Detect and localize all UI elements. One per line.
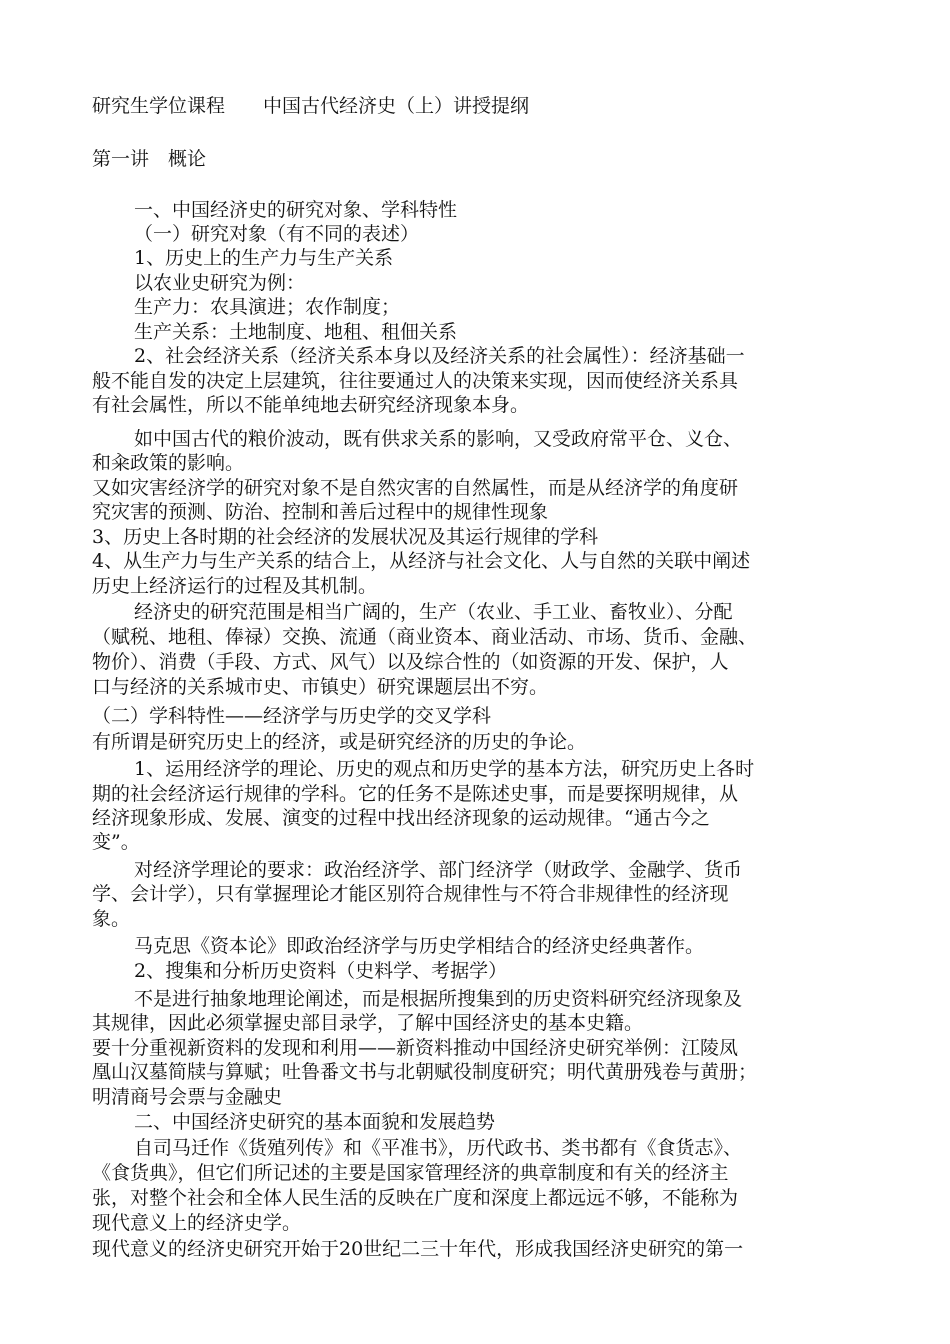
text-line: 期的社会经济运行规律的学科。它的任务不是陈述史事，而是要探明规律，从 xyxy=(92,783,739,805)
text-line: 1、历史上的生产力与生产关系 xyxy=(134,247,394,269)
text-line: 明清商号会票与金融史 xyxy=(92,1086,283,1108)
text-line: 有社会属性，所以不能单纯地去研究经济现象本身。 xyxy=(92,394,530,416)
text-line: 要十分重视新资料的发现和利用——新资料推动中国经济史研究举例：江陵凤 xyxy=(92,1037,739,1059)
text-line: 1、运用经济学的理论、历史的观点和历史学的基本方法，研究历史上各时 xyxy=(134,758,755,780)
text-line: 生产关系：土地制度、地租、租佃关系 xyxy=(134,321,458,343)
document-title: 研究生学位课程 中国古代经济史（上）讲授提纲 xyxy=(92,95,530,117)
text-line: 现代意义的经济史研究开始于20世纪二三十年代，形成我国经济史研究的第一 xyxy=(92,1238,744,1260)
text-line: 对经济学理论的要求：政治经济学、部门经济学（财政学、金融学、货币 xyxy=(134,859,743,881)
text-line: 《食货典》，但它们所记述的主要是国家管理经济的典章制度和有关的经济主 xyxy=(92,1162,729,1184)
text-line: 一、中国经济史的研究对象、学科特性 xyxy=(134,199,458,221)
lecture-heading: 第一讲 概论 xyxy=(92,148,207,170)
text-line: 学、会计学），只有掌握理论才能区别符合规律性与不符合非规律性的经济现 xyxy=(92,883,729,905)
text-line: 有所谓是研究历史上的经济，或是研究经济的历史的争论。 xyxy=(92,731,587,753)
text-line: 马克思《资本论》即政治经济学与历史学相结合的经济史经典著作。 xyxy=(134,935,705,957)
text-line: 自司马迁作《货殖列传》和《平准书》，历代政书、类书都有《食货志》、 xyxy=(134,1137,743,1159)
text-line: 物价）、消费（手段、方式、风气）以及综合性的（如资源的开发、保护，人 xyxy=(92,651,729,673)
text-line: （一）研究对象（有不同的表述） xyxy=(134,223,420,245)
text-line: 不是进行抽象地理论阐述，而是根据所搜集到的历史资料研究经济现象及 xyxy=(134,988,743,1010)
text-line: 究灾害的预测、防治、控制和善后过程中的规律性现象 xyxy=(92,501,549,523)
text-line: 现代意义上的经济史学。 xyxy=(92,1212,302,1234)
text-line: 和籴政策的影响。 xyxy=(92,452,245,474)
text-line: （赋税、地租、俸禄）交换、流通（商业资本、商业活动、市场、货币、金融、 xyxy=(92,626,758,648)
text-line: 二、中国经济史研究的基本面貌和发展趋势 xyxy=(134,1111,496,1133)
text-line: 2、搜集和分析历史资料（史料学、考据学） xyxy=(134,960,508,982)
text-line: 4、从生产力与生产关系的结合上，从经济与社会文化、人与自然的关联中阐述 xyxy=(92,550,751,572)
text-line: 历史上经济运行的过程及其机制。 xyxy=(92,575,378,597)
text-line: 3、历史上各时期的社会经济的发展状况及其运行规律的学科 xyxy=(92,526,599,548)
text-line: 生产力：农具演进；农作制度； xyxy=(134,296,401,318)
text-line: 经济现象形成、发展、演变的过程中找出经济现象的运动规律。“通古今之 xyxy=(92,807,710,829)
text-line: 象。 xyxy=(92,908,131,930)
text-line: 如中国古代的粮价波动，既有供求关系的影响，又受政府常平仓、义仓、 xyxy=(134,428,743,450)
text-line: 其规律，因此必须掌握史部目录学，了解中国经济史的基本史籍。 xyxy=(92,1012,644,1034)
text-line: 张，对整个社会和全体人民生活的反映在广度和深度上都远远不够，不能称为 xyxy=(92,1187,739,1209)
text-line: 又如灾害经济学的研究对象不是自然灾害的自然属性，而是从经济学的角度研 xyxy=(92,477,739,499)
text-line: 凰山汉墓简牍与算赋；吐鲁番文书与北朝赋役制度研究；明代黄册残卷与黄册； xyxy=(92,1061,758,1083)
text-line: 般不能自发的决定上层建筑，往往要通过人的决策来实现，因而使经济关系具 xyxy=(92,370,739,392)
text-line: （二）学科特性——经济学与历史学的交叉学科 xyxy=(92,705,492,727)
text-line: 变”。 xyxy=(92,831,140,853)
text-line: 口与经济的关系城市史、市镇史）研究课题层出不穷。 xyxy=(92,676,549,698)
text-line: 经济史的研究范围是相当广阔的，生产（农业、手工业、畜牧业）、分配 xyxy=(134,601,733,623)
text-line: 2、社会经济关系（经济关系本身以及经济关系的社会属性）：经济基础一 xyxy=(134,345,745,367)
text-line: 以农业史研究为例： xyxy=(134,272,306,294)
